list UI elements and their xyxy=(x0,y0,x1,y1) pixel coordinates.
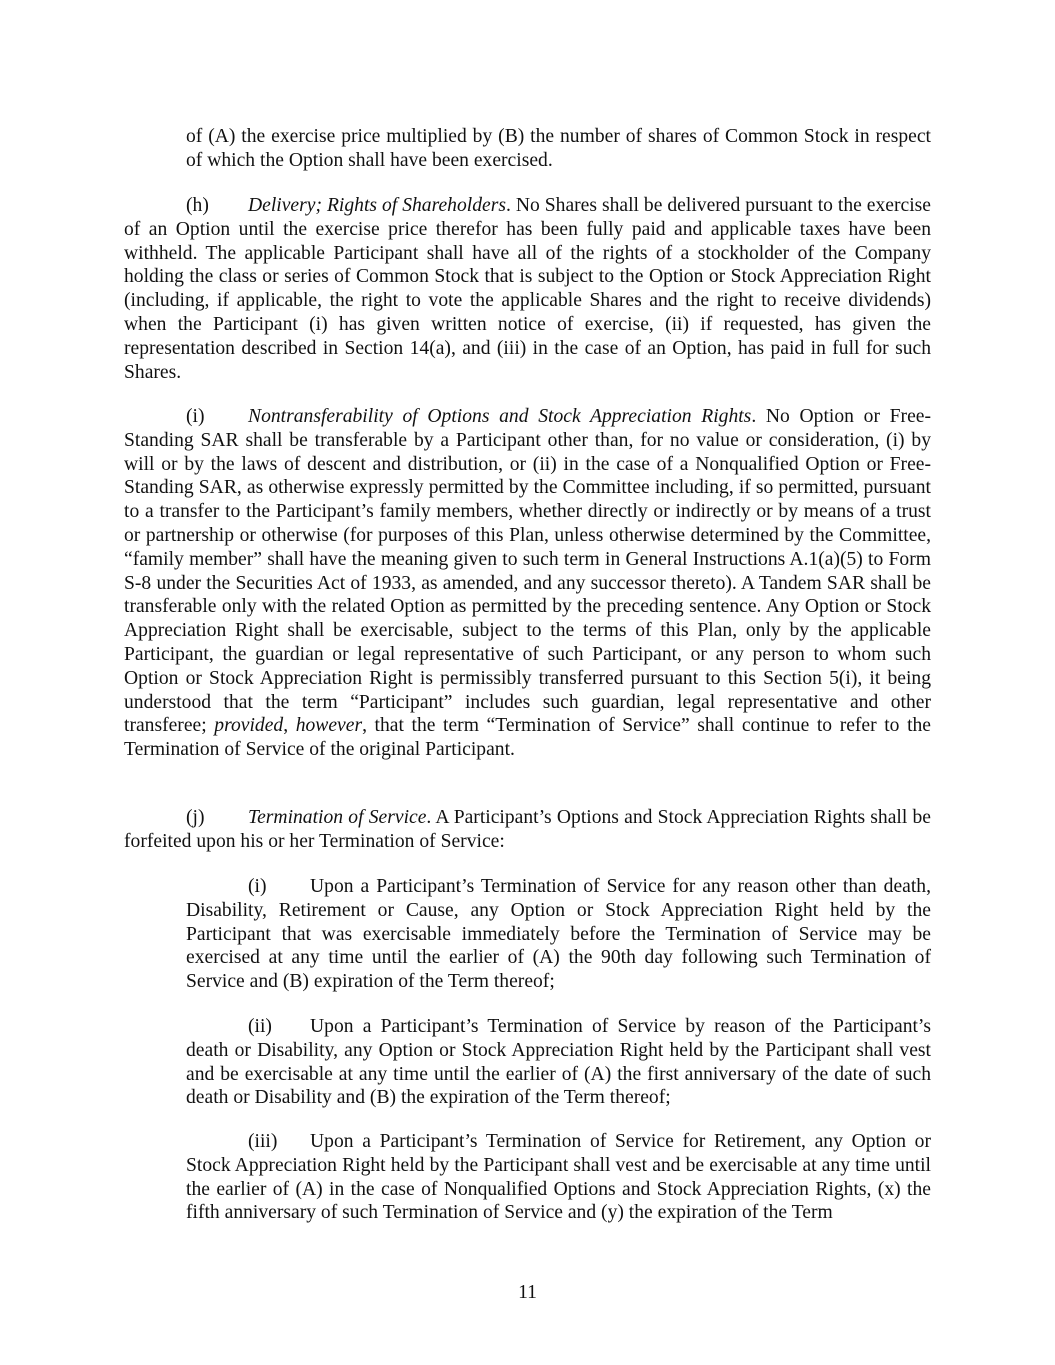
emphasis-provided: provided xyxy=(214,715,284,737)
paragraph-text: Upon a Participant’s Termination of Service for Retirement, any Option or Stock Appreciation Right held by the Participant shall vest and be exercisable at any time until the earlier of (A) in the case of Nonqualified Options and Stock Appreciation Rights, (x) the fifth anniversary of such Termination of Service and (y) the expiration of the Term xyxy=(186,1131,931,1224)
section-marker: (h) xyxy=(186,195,209,216)
section-heading: Nontransferability of Options and Stock Appreciation Rights xyxy=(248,406,752,427)
paragraph-text: . No Option or Free-Standing SAR shall be transferable by a Participant other than, for no value or consideration, (i) by will or by the laws of descent and distribution, or (ii) in the case of a Nonqualified Option or Free-Standing SAR, as otherwise expressly permitted by the Committee including, if so permitted, pursuant to a transfer to the Participant’s family members, whether directly or indirectly or by means of a trust or partnership or otherwise (for purposes of this Plan, unless otherwise determined by the Committee, “family member” shall have the meaning given to such term in General Instructions A.1(a)(5) to Form S-8 under the Securities Act of 1933, as amended, and any successor thereto). A Tandem SAR shall be transferable only with the related Option as permitted by the preceding sentence. Any Option or Stock Appreciation Right shall be exercisable, subject to the terms of this Plan, only by the applicable Participant, the guardian or legal representative of such Participant, or any person to whom such Option or Stock Appreciation Right is permissibly transferred pursuant to this Section 5(i), it being understood that the term “Participant” includes such guardian, legal representative and other transferee; xyxy=(124,406,931,737)
paragraph-text: Upon a Participant’s Termination of Service for any reason other than death, Disability, Retirement or Cause, any Option or Stock Appreciation Right held by the Participant that was exercisable immediately before the Termination of Service may be exercised at any time until the earlier of (A) the 90th day following such Termination of Service and (B) expiration of the Term thereof; xyxy=(186,876,931,993)
section-heading: Delivery; Rights of Shareholders xyxy=(248,195,506,216)
emphasis-however: however xyxy=(295,715,363,737)
subsection-marker: (ii) xyxy=(248,1016,272,1037)
paragraph-j-iii xyxy=(186,1130,931,1225)
paragraph-j xyxy=(124,806,931,854)
subsection-marker: (i) xyxy=(248,876,267,897)
section-marker: (j) xyxy=(186,807,205,828)
paragraph-text: of (A) the exercise price multiplied by (B) the number of shares of Common Stock in respect of which the Option shall have been exercised. xyxy=(186,126,931,171)
section-heading: Termination of Service xyxy=(248,807,427,828)
section-marker: (i) xyxy=(186,406,205,427)
paragraph-text: . A Participant’s Options and Stock Appreciation Rights shall be forfeited upon his or her Termination of Service: xyxy=(124,807,931,852)
paragraph-j-ii xyxy=(186,1015,931,1110)
paragraph-i xyxy=(124,405,931,762)
paragraph-continuation xyxy=(186,125,931,173)
subsection-marker: (iii) xyxy=(248,1131,278,1152)
paragraph-text: , that the term “Termination of Service” shall continue to refer to the Termination of Service of the original Participant. xyxy=(124,715,932,761)
paragraph-text: . No Shares shall be delivered pursuant to the exercise of an Option until the exercise price therefor has been fully paid and applicable taxes have been withheld. The applicable Participant shall have all of the rights of a stockholder of the Company holding the class or series of Common Stock that is subject to the Option or Stock Appreciation Right (including, if applicable, the right to vote the applicable Shares and the right to receive dividends) when the Participant (i) has given written notice of exercise, (ii) if requested, has given the representation described in Section 14(a), and (iii) in the case of an Option, has paid in full for such Shares. xyxy=(124,195,931,383)
page-number: 11 xyxy=(518,1282,537,1303)
paragraph-text: , xyxy=(283,715,296,737)
paragraph-h xyxy=(124,194,931,384)
paragraph-j-i xyxy=(186,875,931,994)
paragraph-text: Upon a Participant’s Termination of Service by reason of the Participant’s death or Disability, any Option or Stock Appreciation Right held by the Participant shall vest and be exercisable at any time until the earlier of (A) the first anniversary of the date of such death or Disability and (B) the expiration of the Term thereof; xyxy=(186,1016,931,1109)
